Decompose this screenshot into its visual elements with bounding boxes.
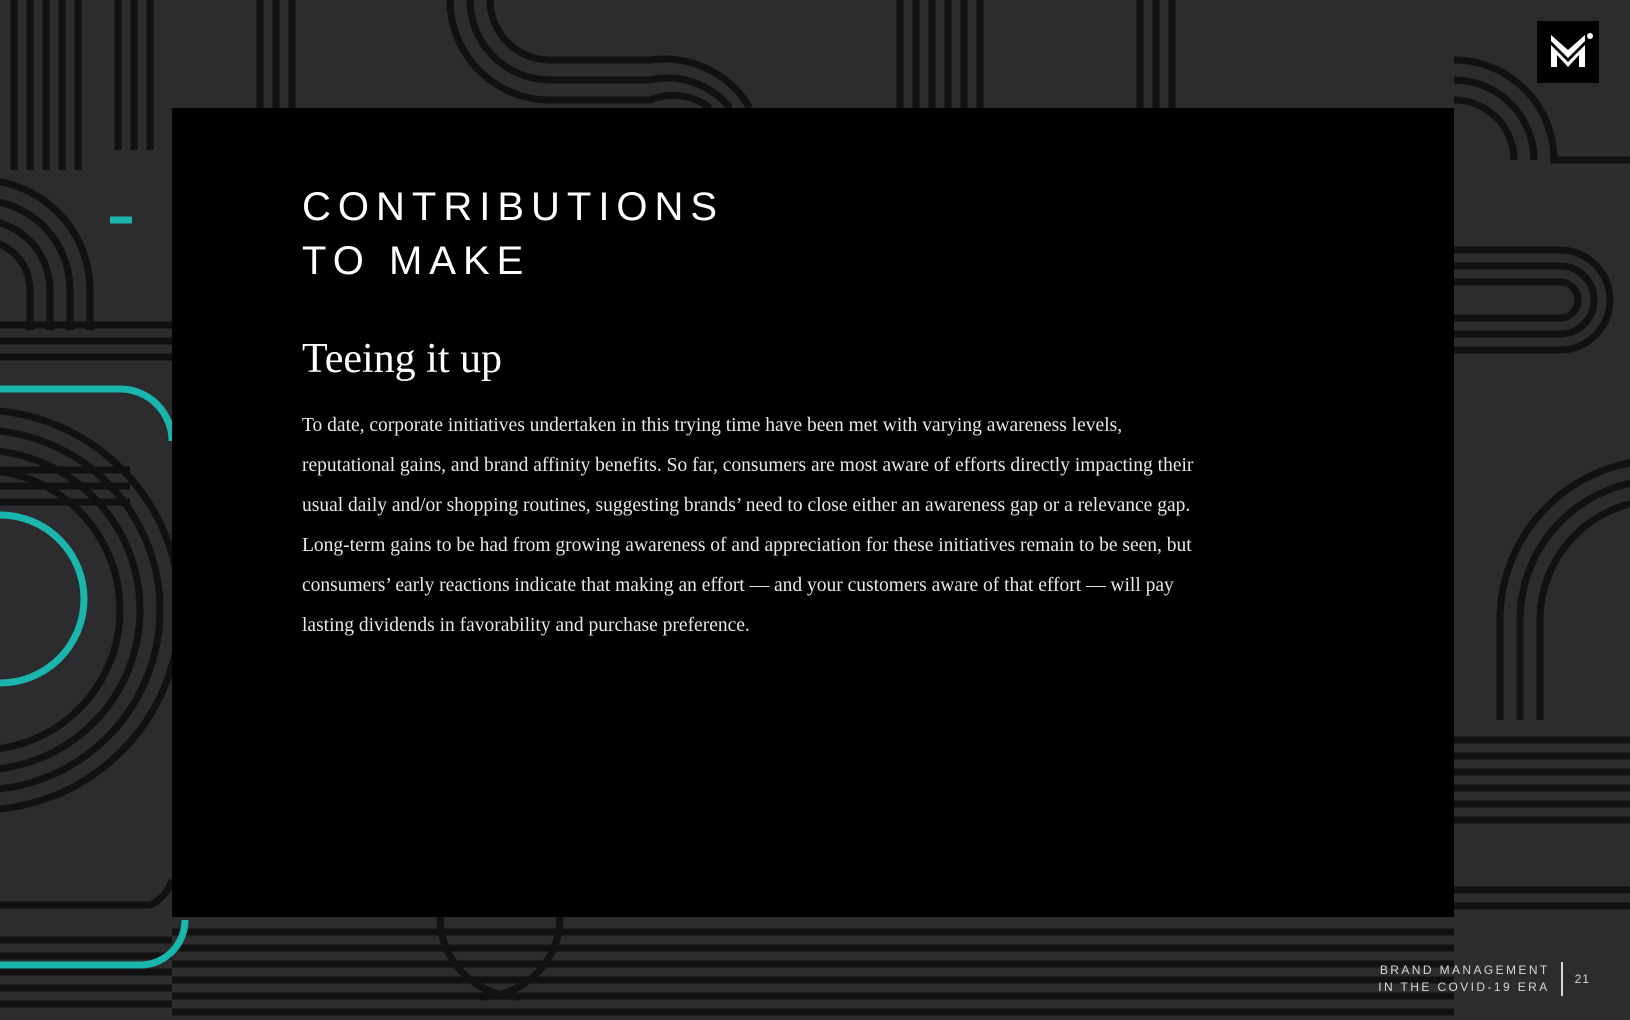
section-subtitle: Teeing it up bbox=[302, 336, 503, 382]
content-panel bbox=[172, 108, 1454, 917]
morning-consult-logo-icon bbox=[1537, 21, 1599, 83]
footer-line-1: BRAND MANAGEMENT bbox=[1379, 963, 1550, 977]
page-number: 21 bbox=[1574, 972, 1590, 986]
footer bbox=[1378, 962, 1590, 996]
body-paragraph: To date, corporate initiatives undertaken in this trying time have been met with varying awareness levels, reputational gains, and brand affinity benefits. So far, consumers are most aware of efforts directly impacting their usual daily and/or shopping routines, suggesting brands’ need to close either an awareness gap or a relevance gap. Long-term gains to be had from growing awareness of and appreciation for these initiatives remain to be seen, but consumers’ early reactions indicate that making an effort — and your customers aware of that effort — will pay lasting dividends in favorability and purchase preference. bbox=[302, 415, 1194, 636]
title-line-2: TO MAKE bbox=[302, 239, 531, 283]
page-title bbox=[302, 180, 724, 288]
title-line-1: CONTRIBUTIONS bbox=[302, 185, 725, 229]
footer-line-2: IN THE COVID-19 ERA bbox=[1378, 980, 1550, 994]
footer-report-title bbox=[1378, 962, 1562, 996]
